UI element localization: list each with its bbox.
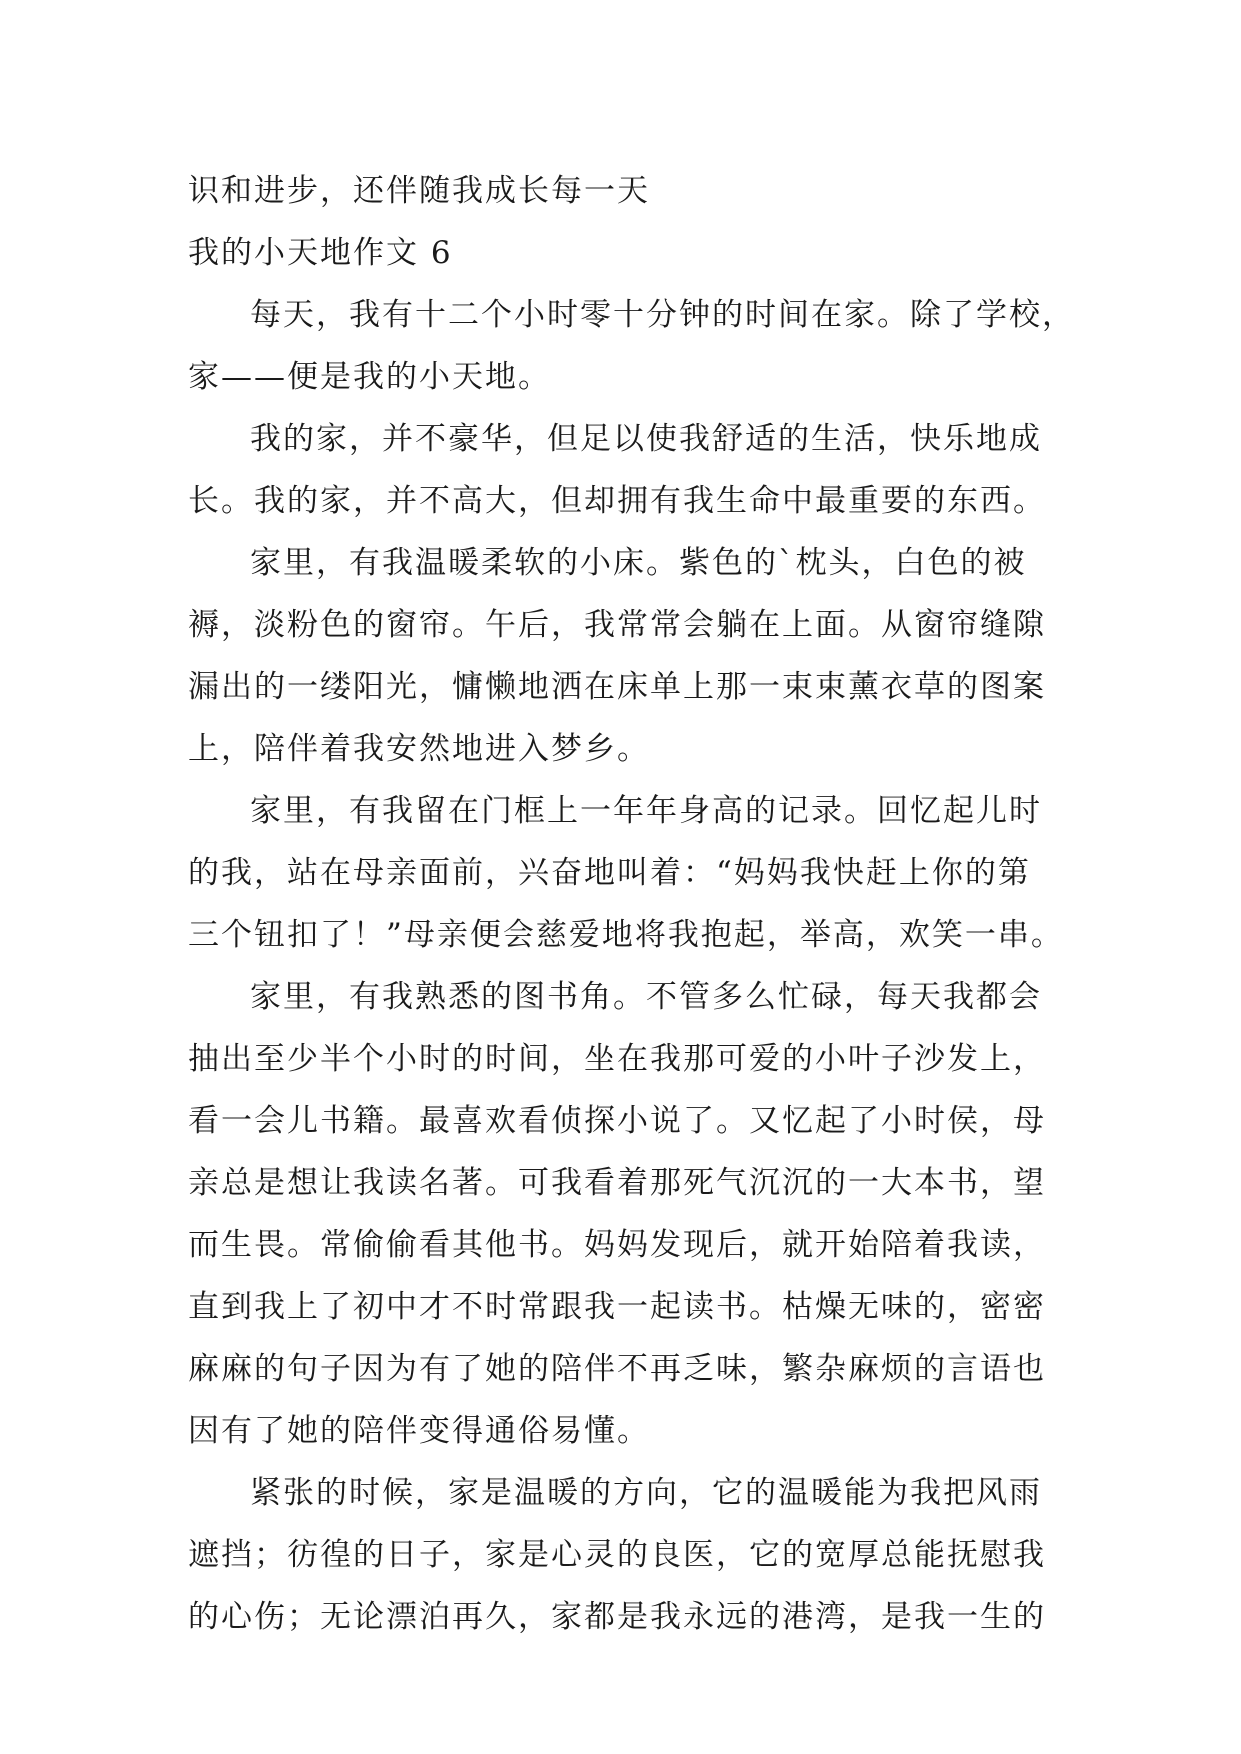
paragraph-line: 而生畏。常偷偷看其他书。妈妈发现后，就开始陪着我读， <box>188 1227 1046 1263</box>
paragraph-line: 每天，我有十二个小时零十分钟的时间在家。除了学校， <box>250 297 1075 333</box>
paragraph-3 <box>188 532 1058 780</box>
paragraph-line: 家里，有我温暖柔软的小床。紫色的`枕头，白色的被 <box>250 545 1027 581</box>
paragraph-line: 紧张的时候，家是温暖的方向，它的温暖能为我把风雨 <box>250 1475 1042 1511</box>
paragraph-line: 麻麻的句子因为有了她的陪伴不再乏味，繁杂麻烦的言语也 <box>188 1351 1046 1387</box>
paragraph-line: 褥，淡粉色的窗帘。午后，我常常会躺在上面。从窗帘缝隙 <box>188 607 1046 643</box>
paragraph-line: 家里，有我熟悉的图书角。不管多么忙碌，每天我都会 <box>250 979 1042 1015</box>
paragraph-line: 漏出的一缕阳光，慵懒地洒在床单上那一束束薰衣草的图案 <box>188 669 1046 705</box>
paragraph-line: 上，陪伴着我安然地进入梦乡。 <box>188 731 650 767</box>
paragraph-line: 家里，有我留在门框上一年年身高的记录。回忆起儿时 <box>250 793 1042 829</box>
lead-line: 识和进步，还伴随我成长每一天 <box>188 173 650 209</box>
paragraph-line: 三个钮扣了！”母亲便会慈爱地将我抱起，举高，欢笑一串。 <box>188 917 1064 953</box>
paragraph-4 <box>188 780 1064 966</box>
paragraph-line: 家——便是我的小天地。 <box>188 359 551 395</box>
paragraph-line: 抽出至少半个小时的时间，坐在我那可爱的小叶子沙发上， <box>188 1041 1046 1077</box>
paragraph-line: 的心伤；无论漂泊再久，家都是我永远的港湾，是我一生的 <box>188 1599 1046 1635</box>
document-page <box>188 160 1075 1648</box>
paragraph-6 <box>188 1462 1058 1648</box>
paragraph-line: 亲总是想让我读名著。可我看着那死气沉沉的一大本书，望 <box>188 1165 1046 1201</box>
paragraph-line: 因有了她的陪伴变得通俗易懂。 <box>188 1413 650 1449</box>
paragraph-line: 遮挡；彷徨的日子，家是心灵的良医，它的宽厚总能抚慰我 <box>188 1537 1046 1573</box>
paragraph-1 <box>188 284 1075 408</box>
paragraph-line: 直到我上了初中才不时常跟我一起读书。枯燥无味的，密密 <box>188 1289 1046 1325</box>
essay-title: 我的小天地作文 6 <box>188 235 453 271</box>
paragraph-line: 我的家，并不豪华，但足以使我舒适的生活，快乐地成 <box>250 421 1042 457</box>
paragraph-line: 长。我的家，并不高大，但却拥有我生命中最重要的东西。 <box>188 483 1046 519</box>
paragraph-2 <box>188 408 1058 532</box>
paragraph-5 <box>188 966 1058 1462</box>
paragraph-line: 的我，站在母亲面前，兴奋地叫着：“妈妈我快赶上你的第 <box>188 855 1031 891</box>
paragraph-line: 看一会儿书籍。最喜欢看侦探小说了。又忆起了小时侯，母 <box>188 1103 1046 1139</box>
